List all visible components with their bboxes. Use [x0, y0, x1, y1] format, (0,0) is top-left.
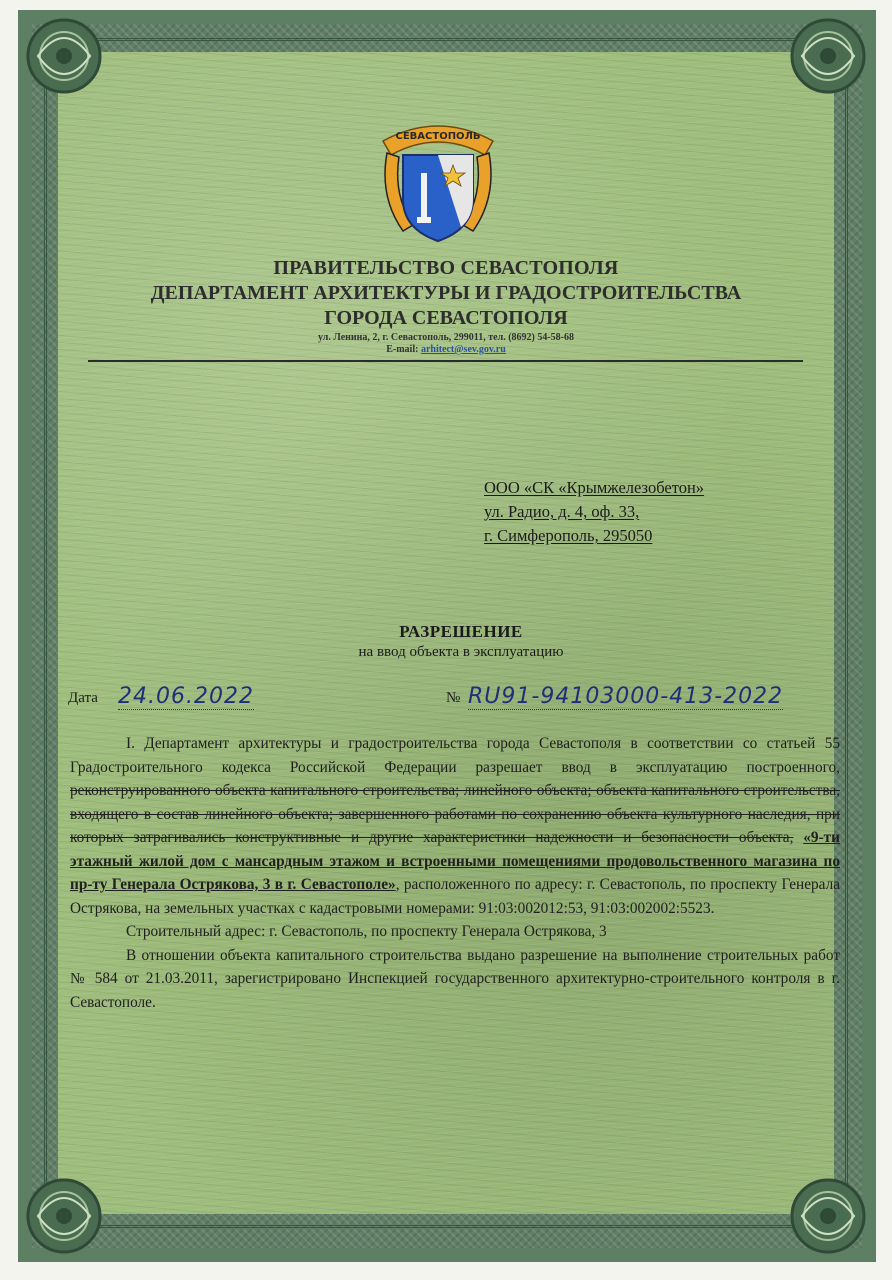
body-paragraph-1: I. Департамент архитектуры и градостроительства города Севастополя в соответствии со статьей 55 Градостроительного кодекса Российской Федерации разрешает ввод в эксплуатацию построенного, реконструированного объекта капитального строительства; линейного объекта; объекта капитального строительства, входящего в состав линейного объекта; завершенного работами по сохранению объекта культурного наследия, при которых затрагивались конструктивные и другие характеристики надежности и безопасности объекта, «9-ти этажный жилой дом с мансардным этажом и встроенными помещениями продовольственного магазина по пр-ту Генерала Острякова, 3 в г. Севастополе», расположенного по адресу: г. Севастополь, по проспекту Генерала Острякова, на земельных участках с кадастровыми номерами: 91:03:002012:53, 91:03:002002:5523.	[70, 735, 840, 917]
email-link[interactable]: arhitect@sev.gov.ru	[420, 344, 506, 355]
object-name: «9-ти этажный жилой дом с мансардным этажом и встроенными помещениями продовольственного магазина по пр-ту Генерала Острякова, 3 в г. Севастополе»	[70, 829, 840, 893]
email-label: E-mail:	[386, 344, 419, 355]
org-email-line	[58, 344, 834, 355]
document-title: РАЗРЕШЕНИЕ	[399, 622, 523, 641]
recipient-line3: г. Симферополь, 295050	[484, 526, 653, 545]
date-value: 24.06.2022	[118, 684, 254, 709]
org-name-line1: ПРАВИТЕЛЬСТВО СЕВАСТОПОЛЯ	[273, 257, 619, 279]
date-number-row	[68, 682, 828, 714]
document-content	[58, 52, 840, 1214]
emblem-ribbon-text: СЕВАСТОПОЛЬ	[395, 131, 481, 142]
number-value: RU91-94103000-413-2022	[468, 684, 784, 709]
recipient-line1: ООО «СК «Крымжелезобетон»	[484, 478, 705, 497]
document-subtitle: на ввод объекта в эксплуатацию	[358, 644, 564, 660]
sevastopol-coat-of-arms-icon	[373, 107, 503, 247]
recipient-line2: ул. Радио, д. 4, оф. 33,	[484, 502, 640, 521]
body-paragraph-3: В отношении объекта капитального строительства выдано разрешение на выполнение строительных работ № 584 от 21.03.2011, зарегистрировано Инспекцией государственного архитектурно-строительного контроля в г. Севастополе.	[70, 946, 840, 1011]
number-label: №	[446, 690, 461, 706]
org-name-line3: ГОРОДА СЕВАСТОПОЛЯ	[324, 307, 568, 329]
body-paragraph-2: Строительный адрес: г. Севастополь, по проспекту Генерала Острякова, 3	[126, 923, 607, 940]
struck-text: реконструированного объекта капитального строительства; линейного объекта; объекта капитального строительства, входящего в состав линейного объекта; завершенного работами по сохранению объекта культурного наследия, при которых затрагивались конструктивные и другие характеристики надежности и безопасности объекта,	[70, 782, 840, 846]
org-address: ул. Ленина, 2, г. Севастополь, 299011, тел. (8692) 54-58-68	[317, 332, 575, 343]
recipient-block	[484, 476, 804, 548]
date-label: Дата	[68, 690, 98, 706]
org-name-line2: ДЕПАРТАМЕНТ АРХИТЕКТУРЫ И ГРАДОСТРОИТЕЛЬСТВА	[150, 282, 742, 304]
header-divider	[88, 360, 803, 362]
document-body	[70, 732, 840, 1014]
